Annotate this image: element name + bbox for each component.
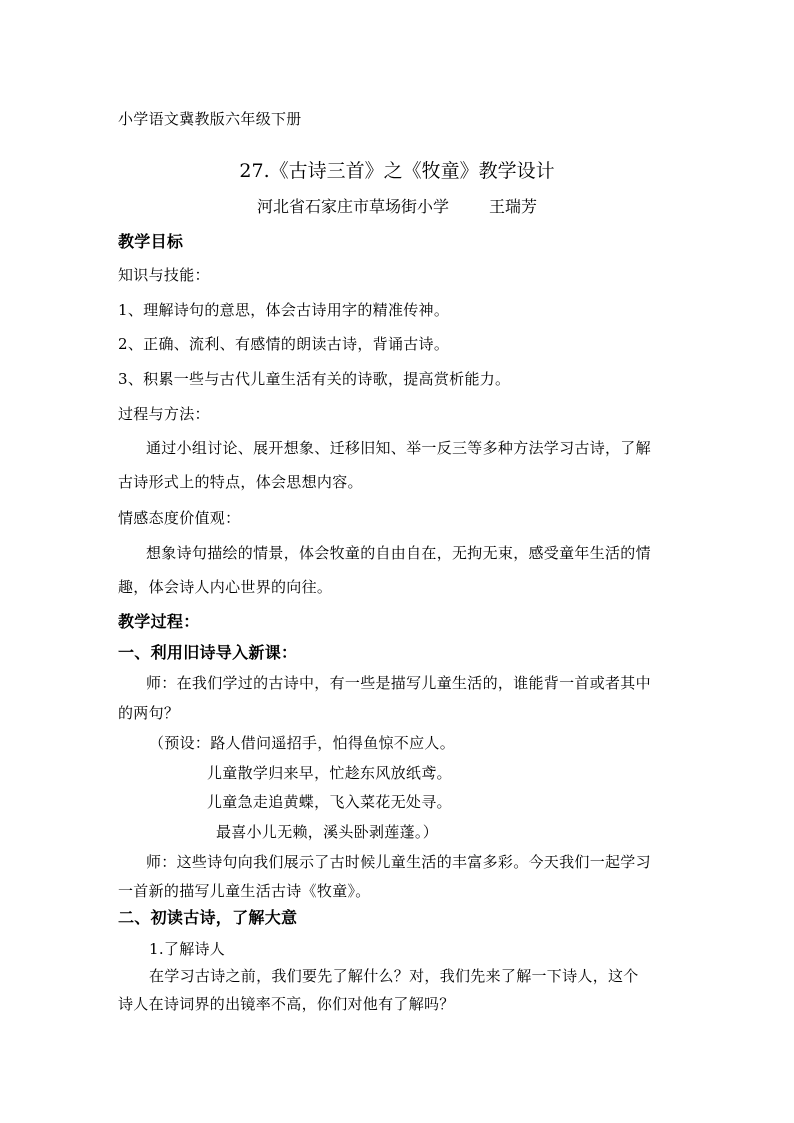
emotion-heading: 情感态度价值观： <box>118 509 241 527</box>
section2-line-1: 在学习古诗之前，我们要先了解什么？对，我们先来了解一下诗人，这个 <box>149 967 639 985</box>
author-line <box>0 196 794 218</box>
section1-heading: 一、利用旧诗导入新课： <box>118 643 298 662</box>
document-header: 小学语文冀教版六年级下册 <box>118 110 302 128</box>
preset-line-1: （预设：路人借问遥招手，怕得鱼惊不应人。 <box>149 734 456 752</box>
knowledge-item-3: 3、积累一些与古代儿童生活有关的诗歌，提高赏析能力。 <box>118 370 511 388</box>
preset-line-3: 儿童急走追黄蝶，飞入菜花无处寻。 <box>207 793 452 811</box>
teacher-question-line-1: 师：在我们学过的古诗中，有一些是描写儿童生活的，谁能背一首或者其中 <box>146 674 651 692</box>
preset-line-4: 最喜小儿无赖，溪头卧剥莲蓬。） <box>216 823 439 841</box>
section2-heading: 二、初读古诗，了解大意 <box>118 908 298 927</box>
knowledge-item-2: 2、正确、流利、有感情的朗读古诗，背诵古诗。 <box>118 335 450 353</box>
teaching-process-heading: 教学过程： <box>118 612 200 631</box>
process-method-heading: 过程与方法： <box>118 405 210 423</box>
author-name: 王瑞芳 <box>489 197 538 216</box>
author-school: 河北省石家庄市草场街小学 <box>256 197 449 216</box>
document-title: 27.《古诗三首》之《牧童》教学设计 <box>239 160 555 182</box>
section2-sub1: 1.了解诗人 <box>149 940 226 958</box>
preset-line-2: 儿童散学归来早，忙趁东风放纸鸢。 <box>207 764 452 782</box>
teacher-summary-line-1: 师：这些诗句向我们展示了古时候儿童生活的丰富多彩。今天我们一起学习 <box>146 853 651 871</box>
emotion-line-1: 想象诗句描绘的情景，体会牧童的自由自在，无拘无束，感受童年生活的情 <box>146 544 651 562</box>
teacher-question-line-2: 的两句？ <box>118 704 180 722</box>
goals-heading: 教学目标 <box>118 232 184 251</box>
teacher-summary-line-2: 一首新的描写儿童生活古诗《牧童》。 <box>118 882 371 900</box>
process-method-line-1: 通过小组讨论、展开想象、迁移旧知、举一反三等多种方法学习古诗，了解 <box>146 439 651 457</box>
emotion-line-2: 趣，体会诗人内心世界的向往。 <box>118 578 333 596</box>
section2-line-2: 诗人在诗词界的出镜率不高，你们对他有了解吗？ <box>118 995 455 1013</box>
process-method-line-2: 古诗形式上的特点，体会思想内容。 <box>118 473 363 491</box>
knowledge-item-1: 1、理解诗句的意思，体会古诗用字的精准传神。 <box>118 301 450 319</box>
knowledge-heading: 知识与技能： <box>118 266 210 284</box>
